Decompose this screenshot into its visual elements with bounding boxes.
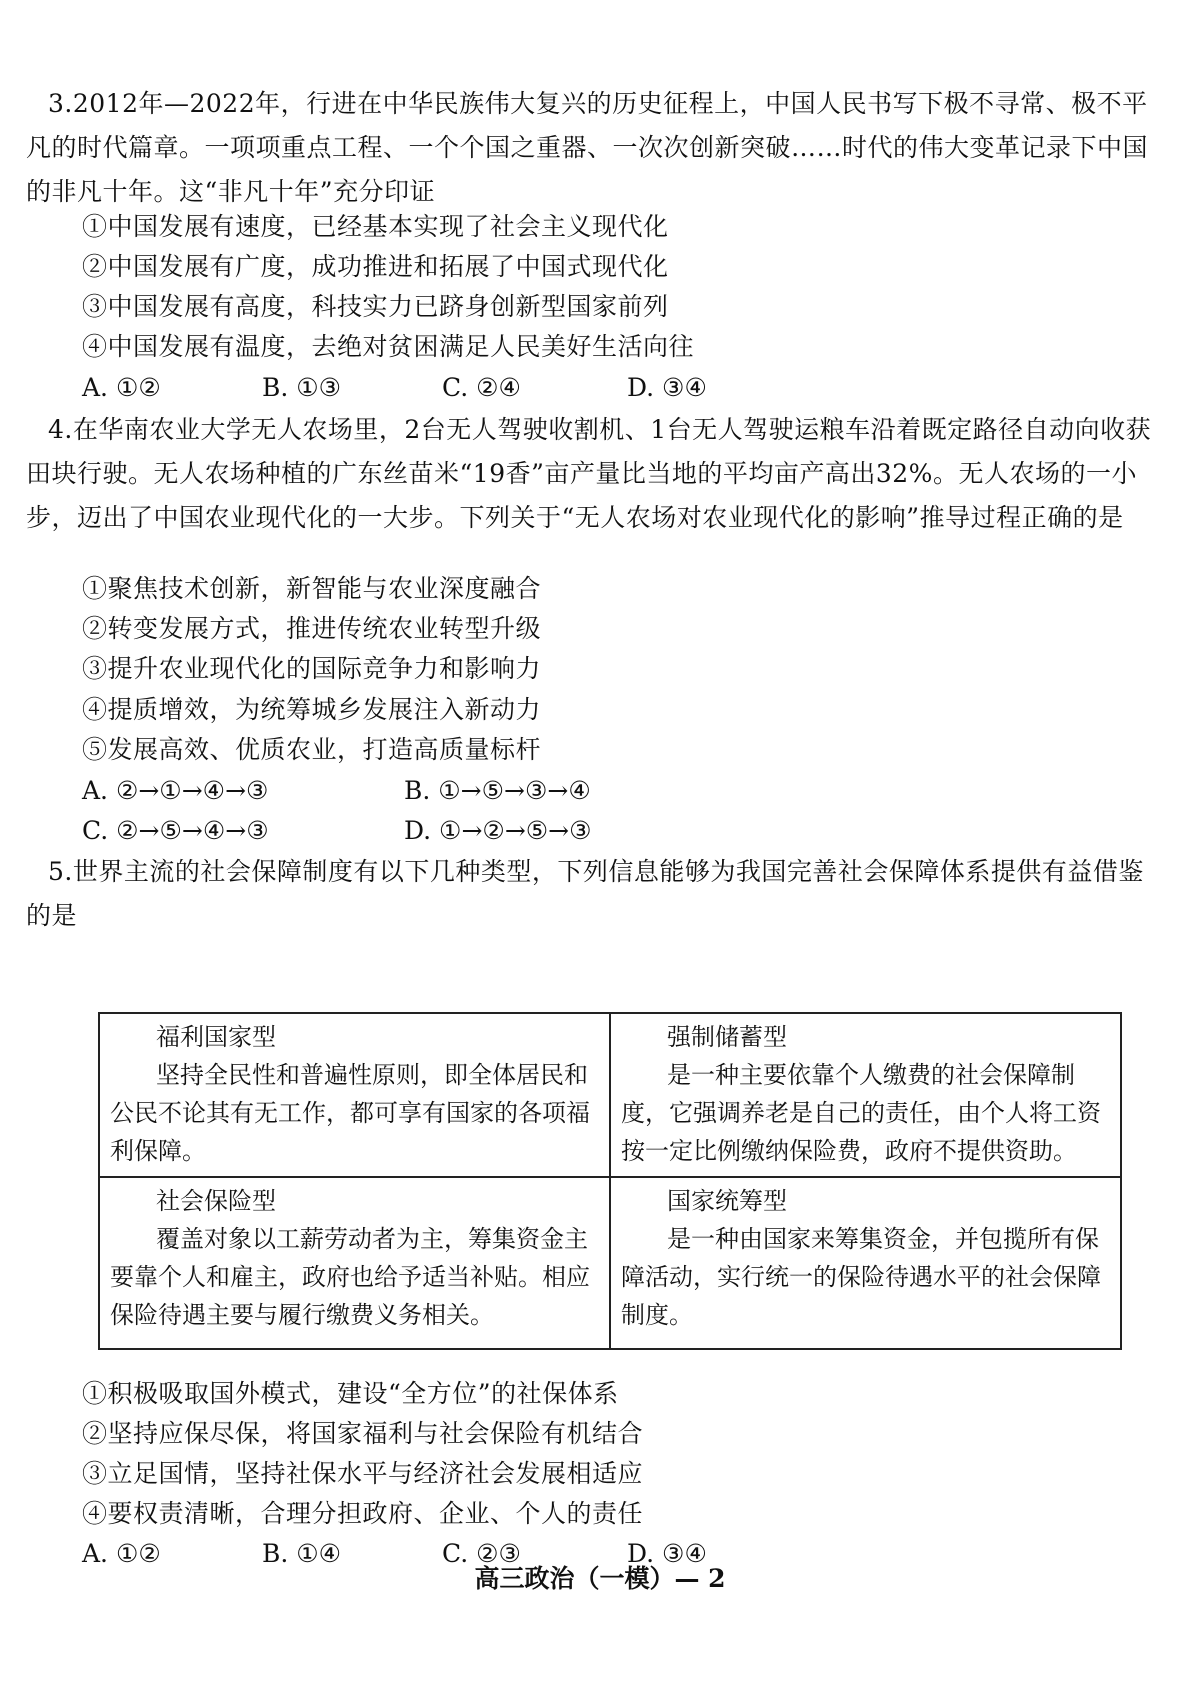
cell-title: 国家统筹型 bbox=[667, 1187, 787, 1215]
q4-option-1: ①聚焦技术创新，新智能与农业深度融合 bbox=[82, 574, 542, 603]
cell-body: 是一种由国家来筹集资金，并包揽所有保障活动，实行统一的保险待遇水平的社会保障制度。 bbox=[621, 1225, 1101, 1329]
table-cell-state-coordinated bbox=[610, 1177, 1121, 1349]
cell-title: 社会保险型 bbox=[156, 1187, 276, 1215]
cell-body: 是一种主要依靠个人缴费的社会保障制度，它强调养老是自己的责任，由个人将工资按一定比例缴纳保险费，政府不提供资助。 bbox=[621, 1061, 1101, 1165]
page-footer: 高三政治（一模）— 2 bbox=[474, 1564, 726, 1593]
cell-title: 强制储蓄型 bbox=[667, 1023, 787, 1051]
q4-choice-b: B. ①→⑤→③→④ bbox=[404, 776, 591, 805]
table-cell-welfare-state bbox=[99, 1013, 610, 1177]
q3-choice-b: B. ①③ bbox=[262, 373, 342, 402]
q3-choice-a: A. ①② bbox=[82, 373, 161, 402]
question-4-stem: 4.在华南农业大学无人农场里，2台无人驾驶收割机、1台无人驾驶运粮车沿着既定路径自动向收获田块行驶。无人农场种植的广东丝苗米“19香”亩产量比当地的平均亩产高出32%。无人农场的一小步，迈出了中国农业现代化的一大步。下列关于“无人农场对农业现代化的影响”推导过程正确的是 bbox=[26, 415, 1152, 532]
q5-option-4: ④要权责清晰，合理分担政府、企业、个人的责任 bbox=[82, 1499, 644, 1528]
cell-body: 坚持全民性和普遍性原则，即全体居民和公民不论其有无工作，都可享有国家的各项福利保障。 bbox=[110, 1061, 590, 1165]
q4-option-5: ⑤发展高效、优质农业，打造高质量标杆 bbox=[82, 735, 542, 764]
q4-option-4: ④提质增效，为统筹城乡发展注入新动力 bbox=[82, 695, 542, 724]
q4-choice-c: C. ②→⑤→④→③ bbox=[82, 816, 269, 845]
q3-option-4: ④中国发展有温度，去绝对贫困满足人民美好生活向往 bbox=[82, 332, 695, 361]
q3-option-1: ①中国发展有速度，已经基本实现了社会主义现代化 bbox=[82, 212, 669, 241]
table-cell-compulsory-savings bbox=[610, 1013, 1121, 1177]
question-3-stem: 3.2012年—2022年，行进在中华民族伟大复兴的历史征程上，中国人民书写下极不寻常、极不平凡的时代篇章。一项项重点工程、一个个国之重器、一次次创新突破……时代的伟大变革记录下中国的非凡十年。这“非凡十年”充分印证 bbox=[26, 89, 1149, 206]
q5-option-3: ③立足国情，坚持社保水平与经济社会发展相适应 bbox=[82, 1459, 644, 1488]
q5-choice-a: A. ①② bbox=[82, 1539, 161, 1568]
table-cell-social-insurance bbox=[99, 1177, 610, 1349]
social-security-types-table bbox=[98, 1012, 1122, 1350]
q4-option-2: ②转变发展方式，推进传统农业转型升级 bbox=[82, 614, 542, 643]
cell-title: 福利国家型 bbox=[156, 1023, 276, 1051]
q5-option-2: ②坚持应保尽保，将国家福利与社会保险有机结合 bbox=[82, 1419, 644, 1448]
q5-option-1: ①积极吸取国外模式，建设“全方位”的社保体系 bbox=[82, 1379, 619, 1408]
cell-body: 覆盖对象以工薪劳动者为主，筹集资金主要靠个人和雇主，政府也给予适当补贴。相应保险待遇主要与履行缴费义务相关。 bbox=[110, 1225, 590, 1329]
q3-option-2: ②中国发展有广度，成功推进和拓展了中国式现代化 bbox=[82, 252, 669, 281]
q5-choice-b: B. ①④ bbox=[262, 1539, 342, 1568]
q3-choice-d: D. ③④ bbox=[627, 373, 707, 402]
q5-choice-c: C. ②③ bbox=[442, 1539, 521, 1568]
q5-choice-d: D. ③④ bbox=[627, 1539, 707, 1568]
q3-choice-c: C. ②④ bbox=[442, 373, 521, 402]
q3-option-3: ③中国发展有高度，科技实力已跻身创新型国家前列 bbox=[82, 292, 669, 321]
q4-choice-d: D. ①→②→⑤→③ bbox=[404, 816, 592, 845]
q4-choice-a: A. ②→①→④→③ bbox=[82, 776, 269, 805]
q4-option-3: ③提升农业现代化的国际竞争力和影响力 bbox=[82, 654, 542, 683]
question-5-stem: 5.世界主流的社会保障制度有以下几种类型，下列信息能够为我国完善社会保障体系提供有益借鉴的是 bbox=[26, 857, 1144, 930]
